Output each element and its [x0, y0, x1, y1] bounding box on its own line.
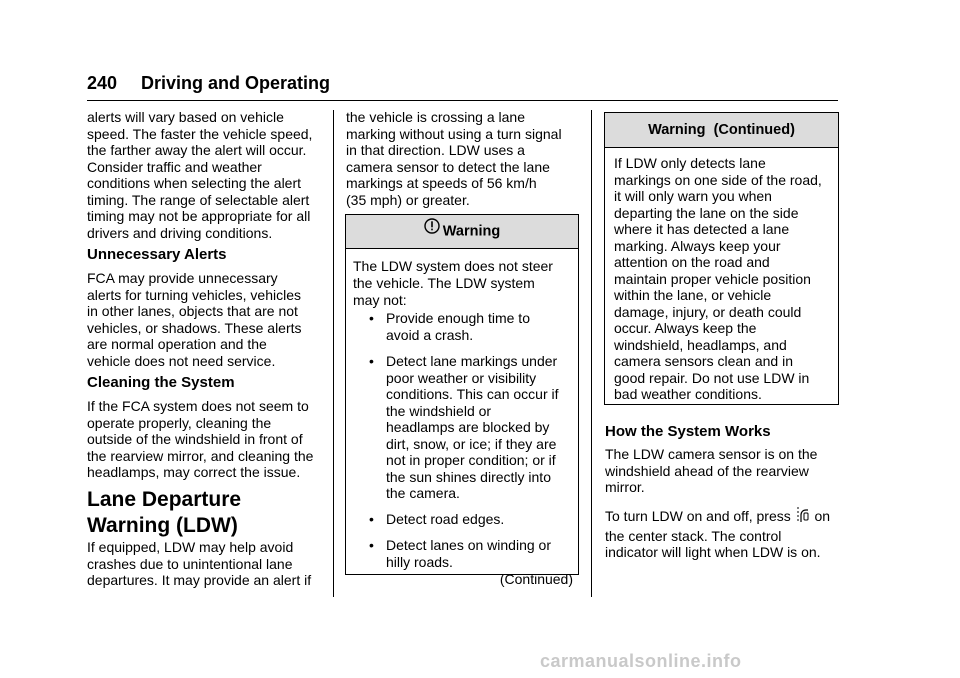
text-line: the farther away the alert will occur.: [87, 142, 307, 158]
cleaning-paragraph: [87, 398, 327, 481]
bullet-mark: •: [369, 353, 374, 369]
text-line: the vehicle is crossing a lane: [346, 109, 525, 125]
warning-intro: [353, 258, 553, 309]
heading-line: Warning (LDW): [87, 514, 238, 537]
text-line: vehicles, or shadows. These alerts: [87, 319, 302, 336]
text-line: departing the lane on the side: [614, 204, 799, 221]
watermark: carmanualsonline.info: [540, 651, 742, 671]
text-line: If the FCA system does not seem to: [87, 398, 309, 414]
text-line: Detect lanes on winding or: [386, 537, 551, 553]
text-line: where it has detected a lane: [614, 221, 790, 237]
warning-box-body: [346, 249, 578, 587]
text-line: windshield, headlamps, and: [614, 336, 787, 353]
text-line: FCA may provide unnecessary: [87, 270, 278, 286]
text-line: may not:: [353, 292, 407, 308]
text-line: the rearview mirror, and cleaning the: [87, 447, 314, 464]
text-line: alerts will vary based on vehicle: [87, 109, 284, 125]
bullet-mark: •: [369, 537, 374, 553]
text-line: within the lane, or vehicle: [614, 287, 772, 303]
warning-continued-body: [605, 148, 838, 403]
unnecessary-paragraph: [87, 270, 327, 369]
heading-cleaning-the-system: Cleaning the System: [87, 374, 235, 391]
text-line: poor weather or visibility: [386, 369, 537, 386]
text-line: Consider traffic and weather: [87, 158, 262, 175]
warning-continued-box: [604, 112, 839, 405]
text-line: Provide enough time to: [386, 310, 530, 326]
bullet-item: [386, 511, 504, 528]
bullet-mark: •: [369, 511, 374, 527]
warning-box-header: [346, 215, 578, 249]
text-line: in that direction. LDW uses a: [346, 142, 525, 158]
how-paragraph: [605, 446, 840, 496]
text-line: Detect lane markings under: [386, 353, 558, 369]
heading-lane-departure-warning: [87, 487, 241, 539]
text-line: crashes due to unintentional lane: [87, 555, 293, 572]
column-divider: [591, 110, 592, 597]
bullet-item: [386, 310, 530, 343]
continued-label: (Continued): [499, 571, 573, 587]
heading-line: Lane Departure: [87, 488, 242, 511]
text-line: indicator will light when LDW is on.: [605, 544, 821, 560]
text-line: drivers and driving conditions.: [87, 224, 273, 241]
text-line: marking without using a turn signal: [346, 125, 562, 142]
text-line: windshield ahead of the rearview: [605, 462, 809, 479]
text-line: occur. Always keep the: [614, 320, 757, 336]
text-line: If equipped, LDW may help avoid: [87, 539, 294, 555]
text-line: The LDW camera sensor is on the: [605, 446, 818, 462]
text-line: The LDW system does not steer: [353, 258, 553, 274]
text-line: the center stack. The control: [605, 527, 782, 544]
text-line: headlamps, may correct the issue.: [87, 464, 301, 480]
text-line: mirror.: [605, 479, 645, 495]
warning-continued-header: [605, 113, 838, 148]
bullet-mark: •: [369, 310, 374, 326]
text-line: conditions. This can occur if: [386, 386, 559, 402]
text-fragment: on: [814, 508, 831, 524]
text-line: conditions when selecting the alert: [87, 175, 302, 191]
text-line: speed. The faster the vehicle speed,: [87, 125, 313, 142]
page-number: 240: [87, 73, 118, 93]
text-line: headlamps are blocked by: [386, 419, 550, 435]
text-line: the sun shines directly into: [386, 468, 551, 485]
text-line: dirt, snow, or ice; if they are: [386, 435, 557, 452]
text-line: vehicle does not need service.: [87, 352, 276, 369]
intro-paragraph: [87, 109, 327, 241]
text-line: timing. The range of selectable alert: [87, 191, 310, 208]
text-line: [605, 506, 845, 528]
text-line: departures. It may provide an alert if: [87, 572, 312, 588]
text-line: not in proper condition; or if: [386, 452, 556, 468]
text-line: damage, injury, or death could: [614, 303, 802, 320]
column-divider: [333, 110, 334, 597]
text-line: marking. Always keep your: [614, 237, 781, 254]
warning-box: [345, 214, 579, 587]
text-line: outside of the windshield in front of: [87, 431, 303, 447]
text-line: markings at speeds of 56 km/h: [346, 175, 537, 191]
bullet-item: [386, 353, 559, 502]
text-line: the vehicle. The LDW system: [353, 275, 535, 291]
text-line: If LDW only detects lane: [614, 155, 766, 171]
text-line: camera sensor to detect the lane: [346, 158, 550, 175]
text-line: the windshield or: [386, 402, 492, 419]
section-title: Driving and Operating: [141, 73, 331, 93]
warning-continued-title: Warning (Continued): [648, 122, 795, 138]
heading-how-the-system-works: How the System Works: [605, 423, 771, 440]
column-2-intro: [346, 109, 581, 208]
warning-title: Warning: [442, 223, 501, 240]
text-line: Detect road edges.: [386, 511, 505, 527]
text-line: bad weather conditions.: [614, 386, 762, 402]
lane-departure-icon: [796, 506, 810, 528]
text-line: alerts for turning vehicles, vehicles: [87, 286, 301, 303]
warning-circle-icon: [424, 214, 440, 247]
text-line: the camera.: [386, 485, 460, 501]
bullet-item: [386, 537, 551, 570]
turn-on-paragraph: [605, 506, 845, 561]
text-line: (35 mph) or greater.: [346, 191, 470, 208]
text-line: in other lanes, objects that are not: [87, 303, 298, 319]
ldw-paragraph: [87, 539, 327, 589]
text-line: good repair. Do not use LDW in: [614, 369, 810, 386]
heading-unnecessary-alerts: Unnecessary Alerts: [87, 246, 227, 263]
text-line: attention on the road and: [614, 254, 770, 270]
text-line: markings on one side of the road,: [614, 171, 822, 188]
text-line: operate properly, cleaning the: [87, 414, 272, 431]
text-line: timing may not be appropriate for all: [87, 208, 311, 224]
page-header: [87, 70, 838, 101]
text-line: hilly roads.: [386, 553, 453, 570]
text-line: it will only warn you when: [614, 188, 772, 204]
text-line: maintain proper vehicle position: [614, 270, 811, 287]
column-1: [87, 109, 327, 241]
text-line: camera sensors clean and in: [614, 353, 793, 369]
text-fragment: To turn LDW on and off, press: [605, 508, 791, 524]
text-line: are normal operation and the: [87, 336, 267, 352]
text-line: avoid a crash.: [386, 326, 474, 343]
